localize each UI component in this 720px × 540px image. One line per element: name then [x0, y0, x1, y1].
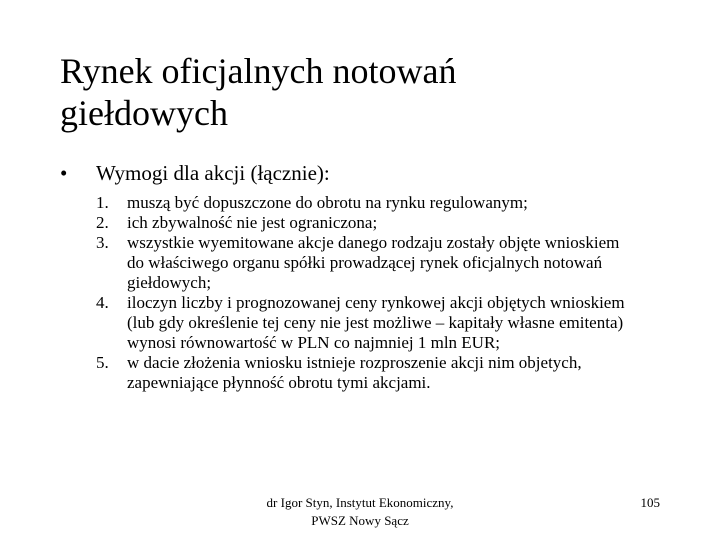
requirement-item-2 — [96, 213, 636, 233]
slide-title-line-1: Rynek oficjalnych notowań — [60, 51, 457, 91]
slide-title — [60, 50, 660, 134]
requirement-number: 4. — [96, 293, 109, 312]
requirement-text: wszystkie wyemitowane akcje danego rodzaju zostały objęte wnioskiem do właściwego organu spółki prowadzącej rynek oficjalnych notowań giełdowych; — [127, 233, 620, 292]
requirement-text: muszą być dopuszczone do obrotu na rynku regulowanym; — [127, 193, 528, 212]
page-number: 105 — [640, 495, 660, 510]
requirement-number: 2. — [96, 213, 109, 232]
bullet-marker: • — [60, 161, 68, 185]
requirement-item-1 — [96, 193, 636, 213]
requirement-number: 5. — [96, 353, 109, 372]
footer-author — [245, 494, 475, 530]
slide-title-line-2: giełdowych — [60, 93, 228, 133]
requirement-text: w dacie złożenia wniosku istnieje rozproszenie akcji nim objetych, zapewniające płynność obrotu tymi akcjami. — [127, 353, 582, 392]
requirement-item-4 — [96, 293, 636, 353]
requirement-text: ich zbywalność nie jest ograniczona; — [127, 213, 378, 232]
requirement-item-5 — [96, 353, 636, 393]
footer-author-line-1: dr Igor Styn, Instytut Ekonomiczny, — [266, 495, 454, 510]
footer-author-line-2: PWSZ Nowy Sącz — [311, 513, 409, 528]
requirements-list — [96, 193, 636, 393]
requirement-item-3 — [96, 233, 636, 293]
requirement-number: 1. — [96, 193, 109, 212]
bullet-text: Wymogi dla akcji (łącznie): — [96, 161, 330, 185]
requirement-number: 3. — [96, 233, 109, 252]
requirement-text: iloczyn liczby i prognozowanej ceny rynkowej akcji objętych wnioskiem (lub gdy określenie tej ceny nie jest możliwe – kapitały własne emitenta) wynosi równowartość w PLN co najmniej 1 mln EUR; — [127, 293, 625, 352]
